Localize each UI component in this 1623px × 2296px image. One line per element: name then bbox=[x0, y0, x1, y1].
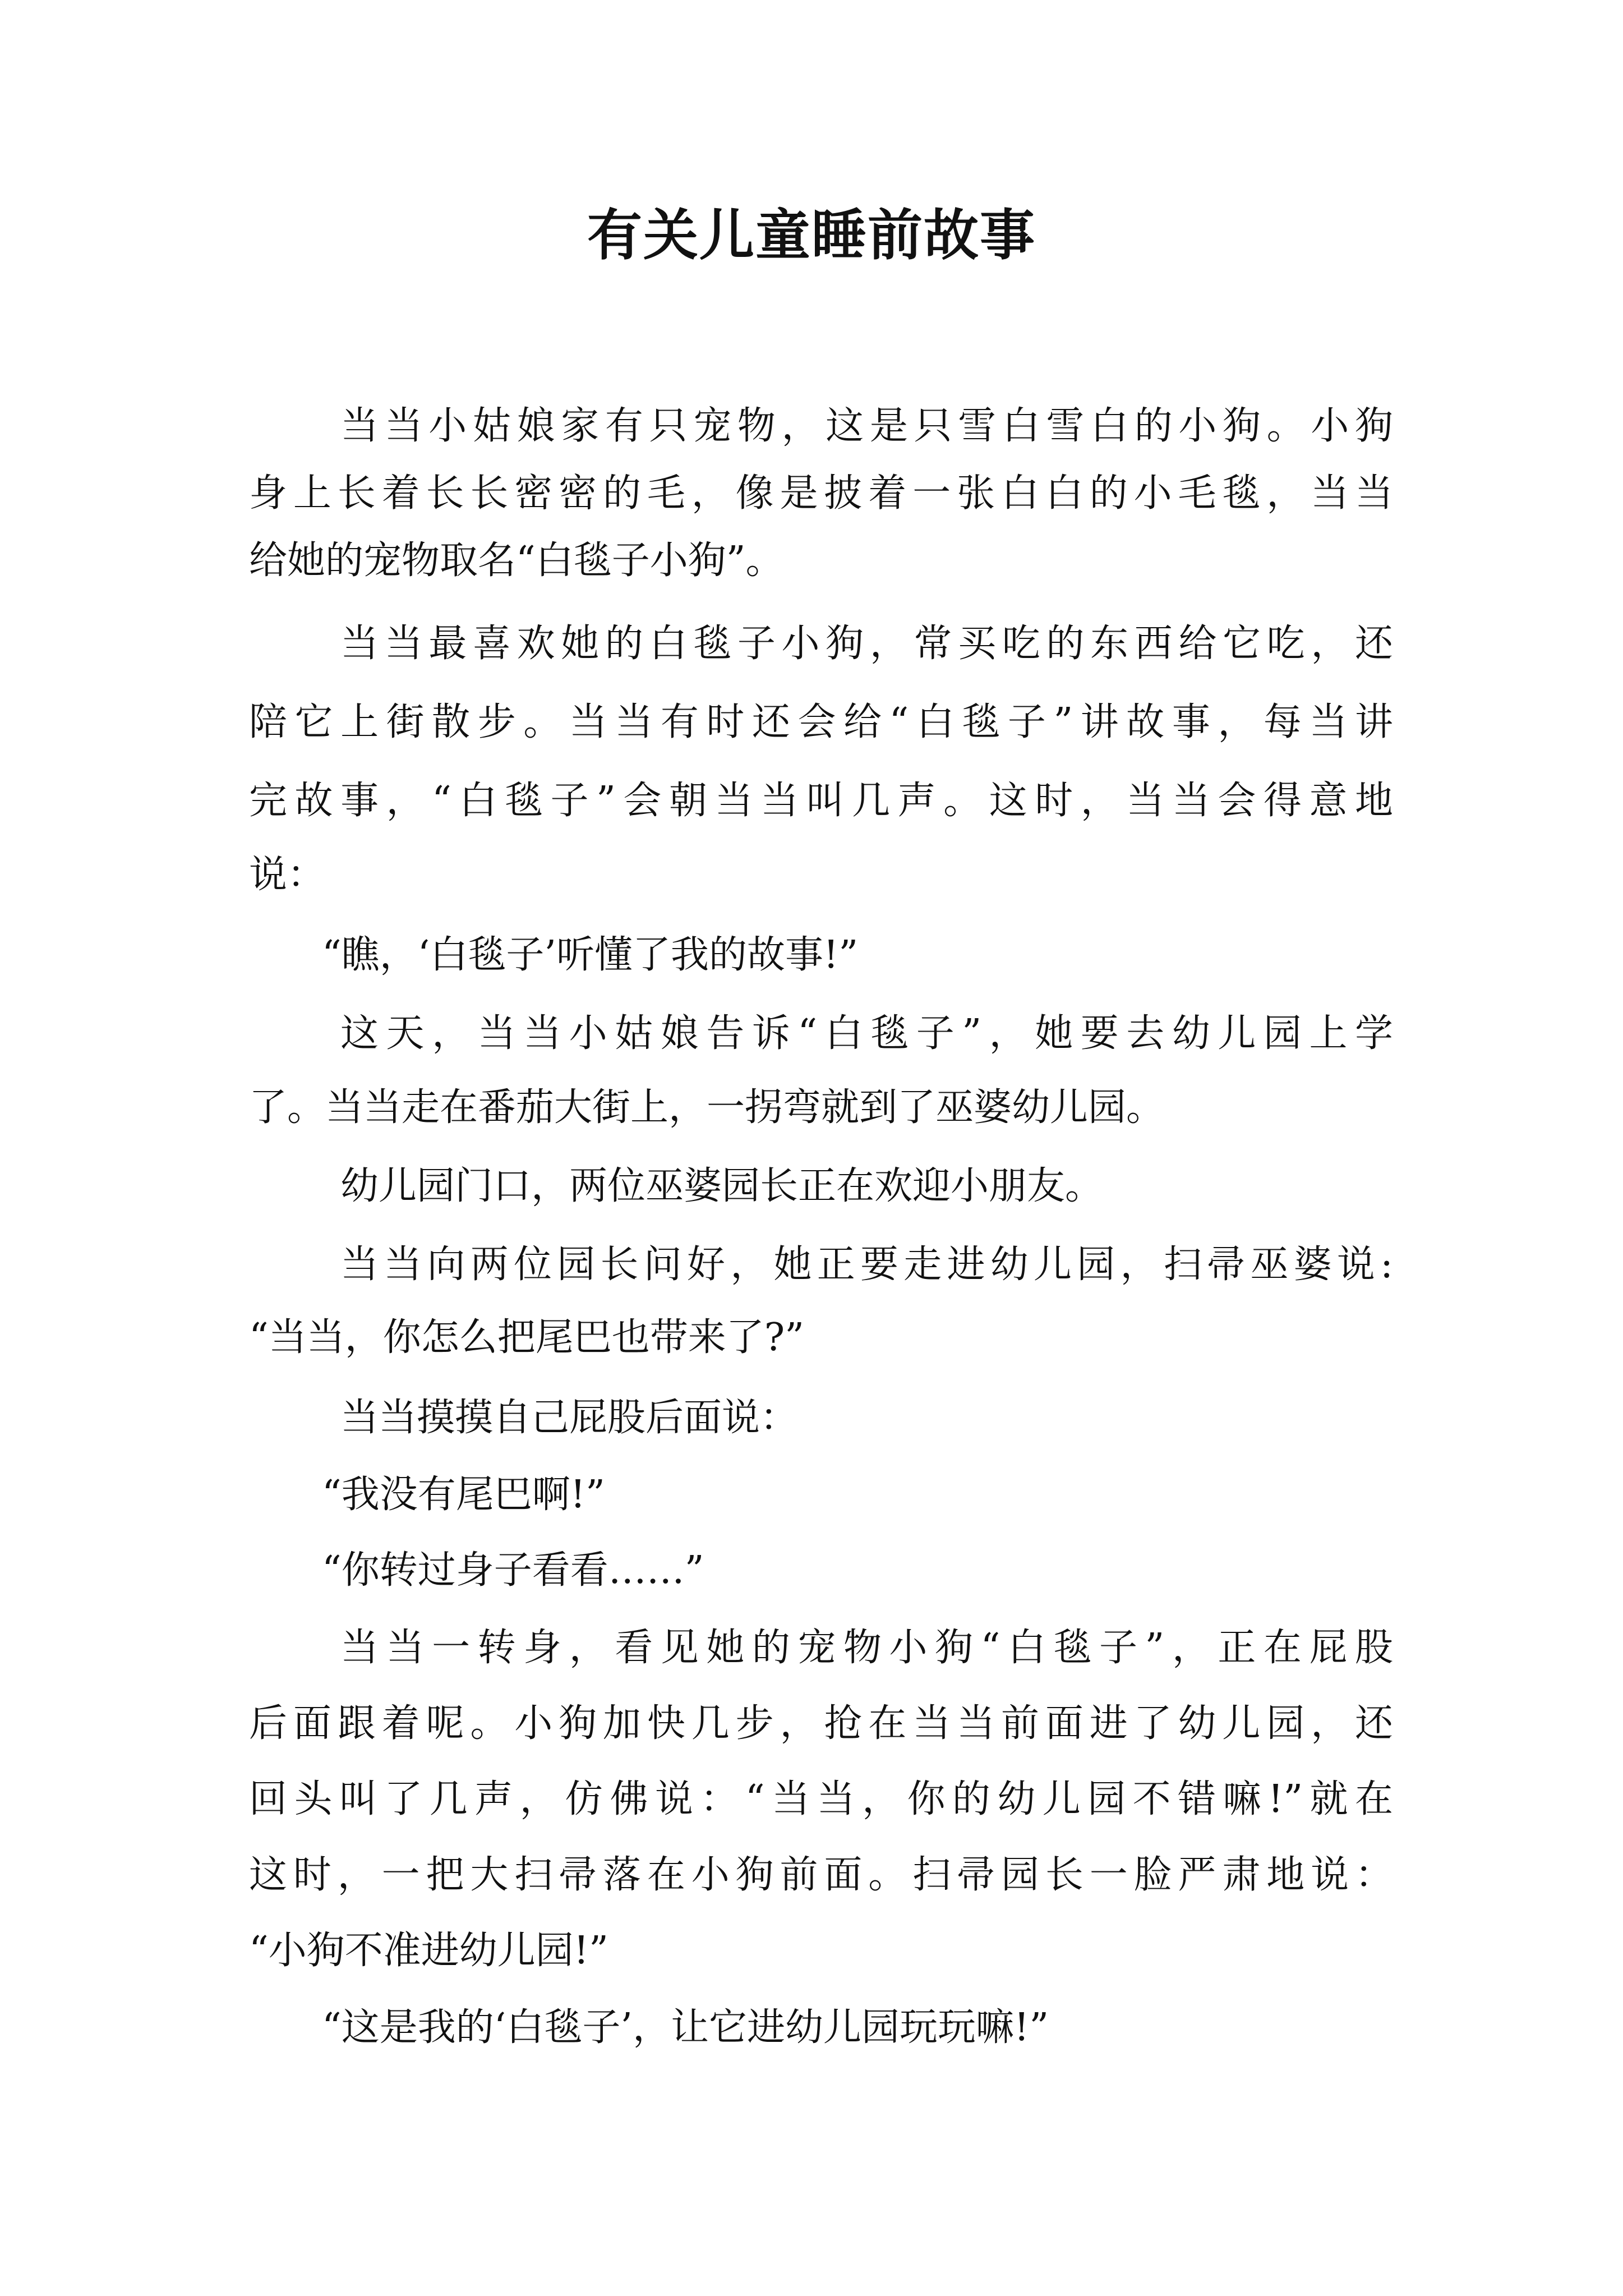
text-line: “我没有尾巴啊!” bbox=[322, 1473, 605, 1517]
text-line: 说： bbox=[249, 853, 326, 897]
text-line: 当当一转身，看见她的宠物小狗“白毯子”，正在屁股 bbox=[340, 1626, 1393, 1670]
text-line: 后面跟着呢。小狗加快几步，抢在当当前面进了幼儿园，还 bbox=[249, 1701, 1393, 1746]
text-line: 给她的宠物取名“白毯子小狗”。 bbox=[249, 539, 784, 583]
text-line: “这是我的‘白毯子’，让它进幼儿园玩玩嘛!” bbox=[322, 2005, 1049, 2050]
text-line: 身上长着长长密密的毛，像是披着一张白白的小毛毯，当当 bbox=[249, 471, 1393, 516]
text-line: 当当向两位园长问好，她正要走进幼儿园，扫帚巫婆说: bbox=[340, 1243, 1393, 1287]
text-line: “当当，你怎么把尾巴也带来了?” bbox=[249, 1315, 804, 1360]
text-line: “瞧，‘白毯子’听懂了我的故事!” bbox=[322, 933, 859, 977]
text-line: 了。当当走在番茄大街上，一拐弯就到了巫婆幼儿园。 bbox=[249, 1085, 1165, 1130]
text-line: 当当小姑娘家有只宠物，这是只雪白雪白的小狗。小狗 bbox=[340, 404, 1393, 448]
text-line: 回头叫了几声，仿佛说：“当当，你的幼儿园不错嘛!”就在 bbox=[249, 1777, 1393, 1821]
text-line: 这天，当当小姑娘告诉“白毯子”，她要去幼儿园上学 bbox=[340, 1011, 1393, 1056]
text-line: 当当摸摸自己屁股后面说： bbox=[340, 1396, 799, 1440]
text-line: “你转过身子看看……” bbox=[322, 1548, 704, 1593]
text-line: 完故事，“白毯子”会朝当当叫几声。这时，当当会得意地 bbox=[249, 779, 1393, 823]
document-title: 有关儿童睡前故事 bbox=[587, 204, 1036, 268]
text-line: 陪它上街散步。当当有时还会给“白毯子”讲故事，每当讲 bbox=[249, 700, 1393, 744]
text-line: “小狗不准进幼儿园!” bbox=[249, 1929, 608, 1973]
text-line: 这时，一把大扫帚落在小狗前面。扫帚园长一脸严肃地说： bbox=[249, 1853, 1393, 1897]
text-line: 当当最喜欢她的白毯子小狗，常买吃的东西给它吃，还 bbox=[340, 622, 1393, 666]
text-line: 幼儿园门口，两位巫婆园长正在欢迎小朋友。 bbox=[340, 1164, 1104, 1208]
